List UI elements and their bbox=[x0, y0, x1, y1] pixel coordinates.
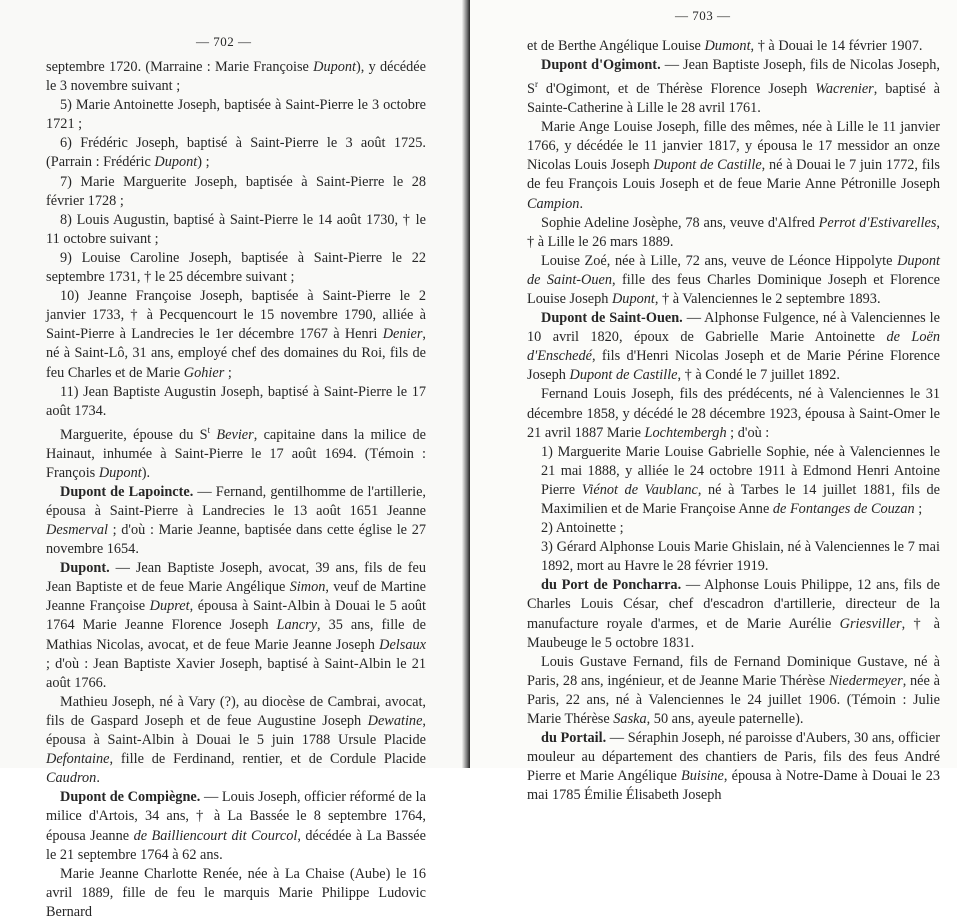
left-page-number: — 702 — bbox=[196, 34, 252, 49]
paragraph bbox=[46, 865, 426, 922]
surname: Dupont bbox=[313, 59, 357, 75]
left-page-text bbox=[46, 58, 426, 922]
text-run: ) ; bbox=[197, 154, 210, 171]
text-run: Sophie Adeline Josèphe, 78 ans, veuve d'Alfred bbox=[541, 214, 819, 231]
text-run: , épousa à Saint-Albin à Douai le 5 juin 1788 Ursule Placide bbox=[46, 712, 426, 749]
surname: Campion bbox=[527, 195, 580, 212]
text-run: , † à Valenciennes le 2 septembre 1893. bbox=[654, 290, 881, 307]
paragraph bbox=[527, 576, 940, 652]
paragraph bbox=[527, 729, 940, 805]
surname: Lancry bbox=[276, 617, 318, 634]
surname: Denier bbox=[382, 326, 423, 343]
surname: Saska bbox=[613, 711, 647, 728]
text-run: — Fernand, gentilhomme de l'artillerie, épousa à Saint-Pierre à Landrecies le 13 août 1651 Jeanne bbox=[46, 483, 426, 519]
text-run: , épousa à Saint-Albin à Douai le 5 août 1764 Marie Jeanne Florence Joseph bbox=[46, 598, 426, 634]
surname: Delsaux bbox=[379, 636, 426, 653]
text-run: Marguerite, épouse du S bbox=[60, 426, 208, 443]
text-run: ; d'où : bbox=[726, 424, 770, 441]
paragraph bbox=[527, 118, 940, 213]
entry-heading: Dupont de Saint-Ouen. bbox=[541, 310, 683, 327]
surname: Defontaine bbox=[46, 751, 110, 768]
surname: Bevier bbox=[216, 426, 254, 443]
text-run: — Jean Baptiste Joseph, avocat, 39 ans, fils de feu Jean Baptiste et de feue Marie Angélique bbox=[46, 560, 426, 596]
text-run: . bbox=[579, 195, 584, 212]
surname: Dupont bbox=[611, 290, 655, 307]
text-run: , baptisé à Sainte-Catherine à Lille le 28 avril 1761. bbox=[527, 80, 940, 117]
text-run: d'Ogimont, et de Thérèse Florence Joseph bbox=[537, 80, 816, 97]
surname: Wacrenier bbox=[815, 80, 874, 97]
entry-heading: du Portail. bbox=[541, 730, 607, 747]
surname: Dupont de Castille bbox=[653, 157, 762, 174]
surname: de Bailliencourt dit Courcol bbox=[133, 827, 298, 844]
paragraph bbox=[46, 287, 426, 382]
left-page bbox=[0, 0, 466, 920]
text-run: septembre 1720. (Marraine : Marie Françoise bbox=[46, 59, 314, 75]
paragraph bbox=[527, 653, 940, 729]
text-run: — Louis Joseph, officier réformé de la milice d'Artois, 34 ans, † à La Bassée le 8 septembre 1764, épousa Jeanne bbox=[46, 789, 426, 844]
surname: de Loën d'Enschedé bbox=[527, 329, 940, 365]
surname: Dupont bbox=[154, 154, 198, 171]
right-page bbox=[470, 0, 957, 804]
text-run: ; bbox=[224, 364, 232, 381]
paragraph bbox=[46, 134, 426, 172]
paragraph bbox=[527, 309, 940, 385]
text-run: . bbox=[96, 770, 100, 787]
text-run: 5) Marie Antoinette Joseph, baptisée à Saint-Pierre le 3 octobre 1721 ; bbox=[46, 97, 426, 133]
text-run: 1) Marguerite Marie Louise Gabrielle Sophie, née à Valenciennes le 21 mai 1888, y alliée le 24 octobre 1911 à Edmond Henri Antoine Pierre bbox=[541, 443, 940, 498]
paragraph bbox=[46, 173, 426, 211]
text-run: r bbox=[534, 79, 538, 90]
text-run: ; d'où : Jean Baptiste Xavier Joseph, baptisé à Saint-Albin le 21 août 1766. bbox=[46, 655, 426, 691]
surname: Griesviller bbox=[839, 615, 902, 632]
text-run: 3) Gérard Alphonse Louis Marie Ghislain, né à Valenciennes le 7 mai 1892, mort au Havre le 28 février 1919. bbox=[541, 539, 940, 575]
text-run: 8) Louis Augustin, baptisé à Saint-Pierre le 14 août 1730, † le 11 octobre suivant ; bbox=[46, 211, 426, 247]
paragraph bbox=[527, 56, 940, 118]
entry-heading: Dupont de Compiègne. bbox=[60, 789, 201, 806]
entry-heading: Dupont de Lapoincte. bbox=[60, 483, 194, 500]
text-run: 7) Marie Marguerite Joseph, baptisée à Saint-Pierre le 28 février 1728 ; bbox=[46, 173, 426, 209]
paragraph bbox=[527, 214, 940, 252]
entry-heading: Dupont d'Ogimont. bbox=[541, 57, 661, 74]
surname: Desmerval bbox=[46, 522, 108, 539]
surname: Dupret bbox=[149, 598, 190, 615]
paragraph bbox=[46, 693, 426, 788]
text-run: 9) Louise Caroline Joseph, baptisée à Saint-Pierre le 22 septembre 1731, † le 25 décembre suivant ; bbox=[46, 249, 426, 286]
text-run: , † à Douai le 14 février 1907. bbox=[750, 38, 923, 54]
text-run: Louise Zoé, née à Lille, 72 ans, veuve de Léonce Hippolyte bbox=[541, 252, 898, 269]
text-run: 2) Antoinette ; bbox=[541, 520, 624, 537]
paragraph bbox=[46, 58, 426, 96]
text-run: , épousa à Notre-Dame à Douai le 23 mai 1785 Émilie Élisabeth Joseph bbox=[527, 768, 940, 804]
text-run: , né à Tarbes le 14 juillet 1881, fils de Maximilien et de Marie Françoise Anne bbox=[541, 481, 941, 518]
paragraph bbox=[46, 211, 426, 249]
paragraph bbox=[527, 37, 940, 56]
paragraph bbox=[46, 96, 426, 134]
surname: Dewatine bbox=[367, 712, 423, 729]
text-run: , † à Condé le 7 juillet 1892. bbox=[677, 367, 840, 384]
text-run: , † à Maubeuge le 5 octobre 1831. bbox=[527, 615, 940, 651]
text-run: , née à Paris, 22 ans, né à Valenciennes le 24 juillet 1906. (Témoin : Julie Marie Thérèse bbox=[527, 672, 940, 728]
text-run: ), y décédée le 3 novembre suivant ; bbox=[46, 59, 426, 95]
text-run: et de Berthe Angélique Louise bbox=[527, 38, 705, 54]
surname: Caudron bbox=[46, 770, 97, 787]
paragraph bbox=[46, 559, 426, 693]
text-run: t bbox=[207, 424, 211, 435]
text-run: — Séraphin Joseph, né paroisse d'Aubers, 30 ans, officier mouleur au département des chantiers de Paris, fils des feus André Pierre et Marie Angélique bbox=[527, 730, 941, 785]
text-run: — Jean Baptiste Joseph, fils de Nicolas Joseph, S bbox=[527, 57, 941, 97]
text-run: — Alphonse Fulgence, né à Valenciennes le 10 avril 1820, époux de Gabrielle Marie Antoinette bbox=[527, 310, 940, 346]
text-run: Mathieu Joseph, né à Vary (?), au diocèse de Cambrai, avocat, fils de Gaspard Joseph et de feue Augustine Joseph bbox=[46, 693, 426, 729]
right-page-text bbox=[527, 37, 940, 806]
text-run: Fernand Louis Joseph, fils des prédécents, né à Valenciennes le 31 décembre 1858, y décédé le 28 décembre 1923, épousa à Saint-Omer le 21 avril 1887 Marie bbox=[527, 386, 940, 441]
text-run: Marie Jeanne Charlotte Renée, née à La Chaise (Aube) le 16 avril 1889, fille de feu le marquis Marie Philippe Ludovic Bernard bbox=[46, 865, 426, 920]
surname: Dupont de Saint-Ouen bbox=[527, 252, 940, 288]
text-run: , né à Douai le 7 juin 1772, fils de feu François Louis Joseph et de feue Marie Anne Pétronille Joseph bbox=[527, 157, 940, 193]
surname: Perrot d'Estivarelles bbox=[818, 214, 937, 231]
paragraph bbox=[527, 538, 940, 576]
text-run: 10) Jeanne Françoise Joseph, baptisée à Saint-Pierre le 2 janvier 1733, † à Pecquencourt le 15 novembre 1790, alliée à Saint-Pierre à Landrecies le 1er décembre 1767 à Henri bbox=[46, 288, 426, 343]
text-run: , fille des feus Charles Dominique Joseph et Florence Louise Joseph bbox=[527, 271, 941, 307]
paragraph bbox=[46, 249, 426, 287]
paragraph bbox=[46, 421, 426, 483]
entry-heading: du Port de Poncharra. bbox=[541, 577, 682, 594]
text-run: , fille de Ferdinand, rentier, et de Cordule Placide bbox=[109, 751, 426, 768]
surname: Simon bbox=[289, 579, 326, 596]
paragraph bbox=[527, 385, 940, 442]
text-run: ). bbox=[141, 464, 151, 481]
paragraph bbox=[46, 383, 426, 421]
surname: de Fontanges de Couzan bbox=[772, 501, 915, 518]
paragraph bbox=[46, 788, 426, 864]
paragraph bbox=[527, 443, 940, 519]
text-run: Marie Ange Louise Joseph, fille des mêmes, née à Lille le 11 janvier 1766, y décédée le 11 janvier 1817, y épousa le 17 messidor an onze Nicolas Louis Joseph bbox=[527, 119, 940, 174]
text-run: , fils d'Henri Nicolas Joseph et de Marie Périne Florence Joseph bbox=[527, 348, 940, 384]
surname: Dumont bbox=[704, 38, 751, 54]
paragraph bbox=[46, 483, 426, 559]
paragraph bbox=[527, 519, 940, 538]
surname: Lochtembergh bbox=[644, 424, 727, 441]
text-run: , 35 ans, fille de Mathias Nicolas, avocat, et de feue Marie Jeanne Joseph bbox=[46, 617, 427, 653]
text-run: 11) Jean Baptiste Augustin Joseph, baptisé à Saint-Pierre le 17 août 1734. bbox=[46, 383, 426, 419]
text-run: , décédée à La Bassée le 21 septembre 1764 à 62 ans. bbox=[46, 827, 426, 863]
surname: Buisine bbox=[681, 768, 724, 785]
text-run: , 50 ans, ayeule paternelle). bbox=[646, 711, 804, 728]
entry-heading: Dupont. bbox=[60, 560, 110, 577]
surname: Niedermeyer bbox=[828, 672, 903, 689]
surname: Viénot de Vaublanc bbox=[581, 481, 698, 498]
text-run: 6) Frédéric Joseph, baptisé à Saint-Pierre le 3 août 1725. (Parrain : Frédéric bbox=[46, 135, 426, 171]
paragraph bbox=[527, 252, 940, 309]
text-run: Louis Gustave Fernand, fils de Fernand Dominique Gustave, né à Paris, 28 ans, ingénieur, et de Jeanne Marie Thérèse bbox=[527, 653, 940, 689]
text-run: ; d'où : Marie Jeanne, baptisée dans cette église le 27 novembre 1654. bbox=[46, 522, 426, 558]
text-run: ; bbox=[914, 501, 923, 518]
surname: Gohier bbox=[183, 364, 225, 381]
text-run: , né à Saint-Lô, 31 ans, employé chef des domaines du Roi, fils de feu Charles et de Marie bbox=[46, 326, 426, 381]
text-run: , † à Lille le 26 mars 1889. bbox=[527, 214, 940, 250]
right-page-number: — 703 — bbox=[675, 8, 731, 23]
text-run: — Alphonse Louis Philippe, 12 ans, fils de Charles Louis César, chef d'escadron d'artillerie, directeur de la manufacture royale d'armes, et de Marie Aurélie bbox=[527, 577, 940, 632]
text-run: , capitaine dans la milice de Hainaut, inhumée à Saint-Pierre le 17 août 1694. (Témoin : François bbox=[46, 426, 427, 481]
text-run: , veuf de Martine Jeanne Françoise bbox=[46, 579, 427, 615]
surname: Dupont bbox=[98, 464, 142, 481]
surname: Dupont de Castille bbox=[569, 367, 678, 384]
